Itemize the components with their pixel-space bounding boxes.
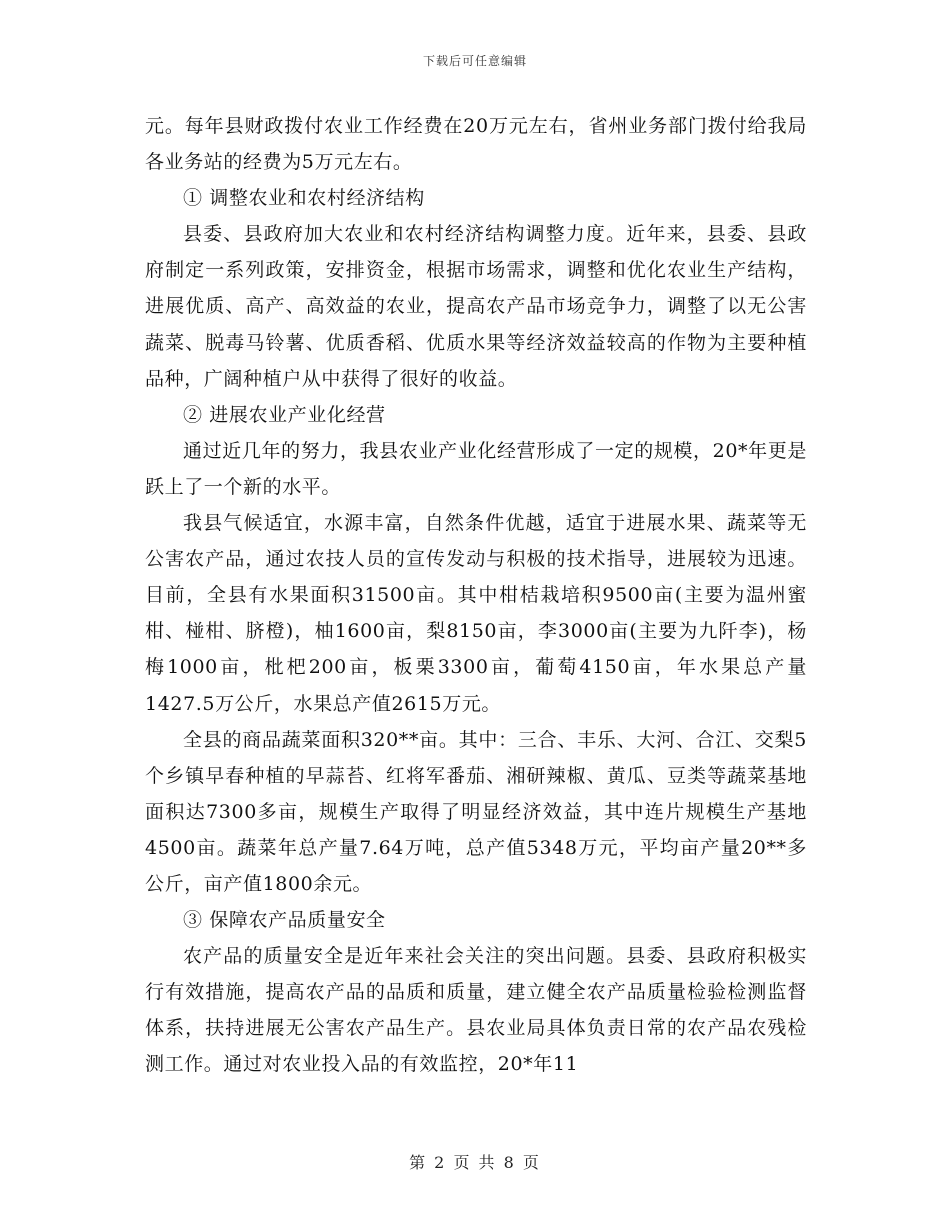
page-header: 下载后可任意编辑: [422, 54, 527, 68]
page-number-footer: 第 2 页 共 8 页: [409, 1153, 541, 1172]
section-heading-industrialization: ② 进展农业产业化经营: [183, 403, 386, 426]
section-heading-adjust-structure: ① 调整农业和农村经济结构: [183, 187, 425, 210]
section-heading-quality-safety: ③ 保障农产品质量安全: [183, 909, 386, 932]
paragraph-continuation: 元。每年县财政拨付农业工作经费在20万元左右，省州业务部门拨付给我局各业务站的经费为5万元左右。: [145, 115, 807, 174]
document-body: [145, 108, 807, 1083]
paragraph: 农产品的质量安全是近年来社会关注的突出问题。县委、县政府积极实行有效措施，提高农产品的品质和质量，建立健全农产品质量检验检测监督体系，扶持进展无公害农产品生产。县农业局具体负责日常的农产品农残检测工作。通过对农业投入品的有效监控，20*年11: [145, 945, 807, 1076]
paragraph: 我县气候适宜，水源丰富，自然条件优越，适宜于进展水果、蔬菜等无公害农产品，通过农技人员的宣传发动与积极的技术指导，进展较为迅速。目前，全县有水果面积31500亩。其中柑桔栽培积9500亩(主要为温州蜜柑、椪柑、脐橙)，柚1600亩，梨8150亩，李3000亩(主要为九阡李)，杨梅1000亩，枇杷200亩，板栗3300亩，葡萄4150亩，年水果总产量1427.5万公斤，水果总产值2615万元。: [145, 512, 807, 715]
paragraph: 全县的商品蔬菜面积320**亩。其中：三合、丰乐、大河、合江、交梨5个乡镇早春种植的早蒜苔、红将军番茄、湘研辣椒、黄瓜、豆类等蔬菜基地面积达7300多亩，规模生产取得了明显经济效益，其中连片规模生产基地4500亩。蔬菜年总产量7.64万吨，总产值5348万元，平均亩产量20**多公斤，亩产值1800余元。: [145, 728, 807, 895]
paragraph: 县委、县政府加大农业和农村经济结构调整力度。近年来，县委、县政府制定一系列政策，安排资金，根据市场需求，调整和优化农业生产结构，进展优质、高产、高效益的农业，提高农产品市场竞争力，调整了以无公害蔬菜、脱毒马铃薯、优质香稻、优质水果等经济效益较高的作物为主要种植品种，广阔种植户从中获得了很好的收益。: [145, 223, 807, 390]
paragraph: 通过近几年的努力，我县农业产业化经营形成了一定的规模，20*年更是跃上了一个新的水平。: [145, 439, 807, 498]
